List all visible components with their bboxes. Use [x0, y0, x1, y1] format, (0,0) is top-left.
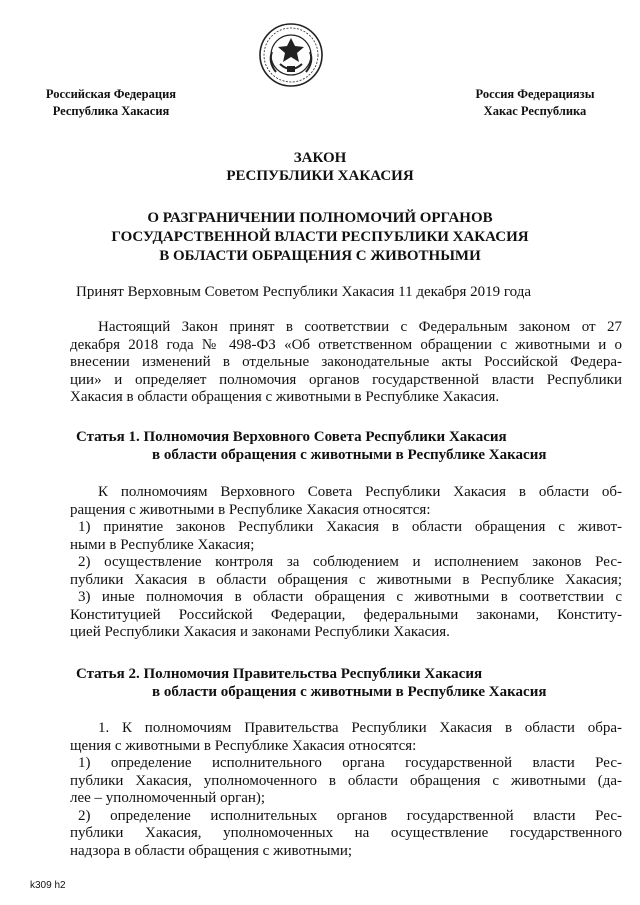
header-right-line: Хакас Республика: [483, 104, 587, 118]
article-2-heading: Статья 2. Полномочия Правительства Республики Хакасия: [76, 666, 483, 682]
article-1-line: К полномочиям Верховного Совета Республики Хакасия в области об-: [98, 484, 622, 500]
article-2-line: щения с животными в Республике Хакасия относятся:: [70, 737, 417, 754]
article-2-line: 1) определение исполнительного органа государственной власти Рес-: [78, 755, 622, 771]
article-2-body: [70, 720, 622, 860]
preamble-line: Хакасия в области обращения с животными в Республике Хакасия.: [70, 389, 500, 405]
article-1-heading: в области обращения с животными в Республике Хакасия: [152, 447, 547, 463]
article-1-line: цией Республики Хакасия и законами Республики Хакасия.: [70, 624, 450, 640]
adoption-statement: Принят Верховным Советом Республики Хакасия 11 декабря 2019 года: [76, 284, 531, 300]
preamble-line: внесении изменений в отдельные законодательные акты Российской Федера-: [70, 354, 622, 370]
header-right-line: Россия Федерациязы: [475, 87, 595, 101]
header-right: [440, 86, 630, 120]
document-type-title: ЗАКОН: [293, 150, 347, 166]
article-1-line: 1) принятие законов Республики Хакасия в области обращения с живот-: [78, 519, 622, 535]
document-issuer-title: РЕСПУБЛИКИ ХАКАСИЯ: [226, 168, 414, 184]
subject-line: В ОБЛАСТИ ОБРАЩЕНИЯ С ЖИВОТНЫМИ: [159, 248, 481, 264]
article-1-heading: Статья 1. Полномочия Верховного Совета Республики Хакасия: [76, 429, 507, 445]
article-2-line: 2) определение исполнительных органов государственной власти Рес-: [78, 807, 622, 824]
article-2-heading: в области обращения с животными в Республике Хакасия: [152, 684, 547, 700]
coat-of-arms-emblem: [258, 22, 324, 88]
header-left-line: Российская Федерация: [45, 87, 177, 101]
law-subject-title: [60, 209, 580, 266]
subject-line: ГОСУДАРСТВЕННОЙ ВЛАСТИ РЕСПУБЛИКИ ХАКАСИЯ: [111, 229, 529, 245]
article-1-line: 3) иные полномочия в области обращения с животными в соответствии с: [78, 589, 622, 605]
preamble-line: ции» и определяет полномочия органов государственной власти Республики: [70, 371, 622, 388]
preamble-line: декабря 2018 года № 498-ФЗ «Об ответственном обращении с животными и о: [70, 336, 622, 353]
header-left: [26, 86, 196, 120]
article-1-line: публики Хакасия в области обращения с животными в Республике Хакасия;: [70, 571, 622, 588]
article-1-body: [70, 484, 622, 642]
article-2-line: публики Хакасия, уполномоченного в области обращения с животными (да-: [70, 772, 622, 789]
article-1-line: 2) осуществление контроля за соблюдением и исполнением законов Рес-: [78, 554, 622, 570]
preamble-line: Настоящий Закон принят в соответствии с Федеральным законом от 27: [98, 319, 622, 335]
article-2-line: лее – уполномоченный орган);: [70, 790, 266, 806]
article-2-line: 1. К полномочиям Правительства Республики Хакасия в области обра-: [98, 720, 622, 736]
header-left-line: Республика Хакасия: [52, 104, 170, 118]
article-1-line: ращения с животными в Республике Хакасия относятся:: [70, 501, 431, 518]
article-2-line: надзора в области обращения с животными;: [70, 842, 353, 859]
subject-line: О РАЗГРАНИЧЕНИИ ПОЛНОМОЧИЙ ОРГАНОВ: [147, 210, 493, 226]
document-code-footer: k309 h2: [30, 880, 66, 891]
article-2-line: публики Хакасия, уполномоченных на осуществление государственного: [70, 825, 622, 841]
article-1-line: ными в Республике Хакасия;: [70, 536, 255, 553]
article-1-line: Конституцией Российской Федерации, федеральными законами, Конститу-: [70, 606, 622, 623]
preamble: [70, 319, 622, 407]
